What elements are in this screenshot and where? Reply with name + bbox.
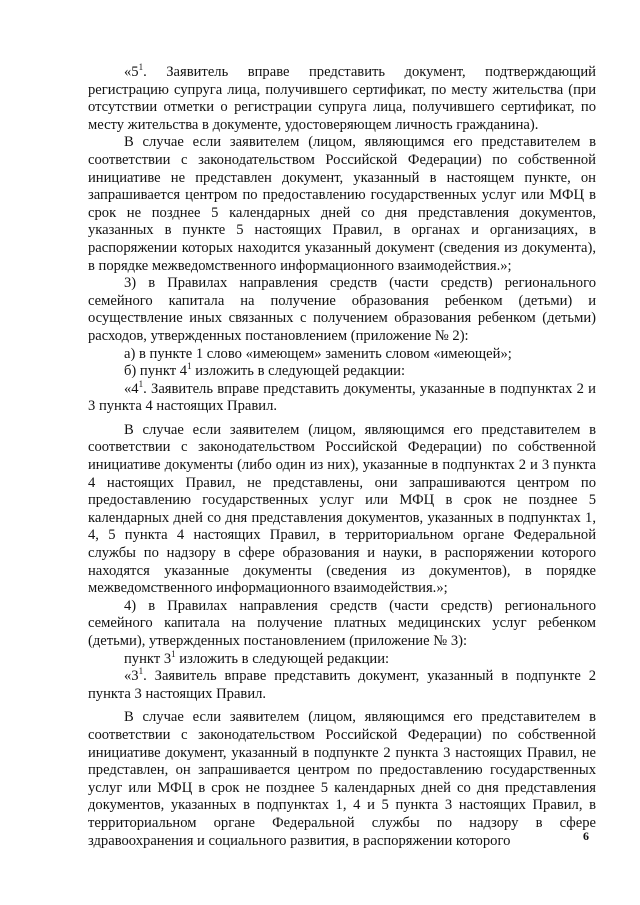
paragraph-subitem-b: б) пункт $4^1$ изложить в следующей редакции: [124, 361, 406, 380]
paragraph-item-3: 3) в Правилах направления средств (части средств) регионального семейного капитала на получение образования ребенком (детьми) и осуществление иных связанных с получением образования ребенком (детьми) расходов, утвержденных постановлением (приложение № 2): [88, 275, 596, 344]
paragraph-3-1: «$3^1$. Заявитель вправе представить документ, указанный в подпункте 2 пункта 3 настоящих Правил. [88, 666, 596, 702]
paragraph-4-1: «$4^1$. Заявитель вправе представить документы, указанные в подпунктах 2 и 3 пункта 4 настоящих Правил. [88, 378, 596, 415]
document-body [88, 64, 596, 850]
paragraph-5-1-request: В случае если заявителем (лицом, являющимся его представителем в соответствии с законодательством Российской Федерации) по собственной инициативе не представлен документ, указанный в настоящем пункте, он запрашивается центром по предоставлению государственных услуг или МФЦ в срок не позднее 5 календарных дней со дня представления документов, указанных в пункте 5 настоящих Правил, в органах и организациях, в распоряжении которых находится указанный документ (сведения из документа), в порядке межведомственного информационного взаимодействия.»; [88, 134, 596, 274]
page-number: 6 [583, 829, 589, 843]
paragraph-subitem-a: а) в пункте 1 слово «имеющем» заменить словом «имеющей»; [124, 345, 512, 362]
paragraph-item-4: 4) в Правилах направления средств (части средств) регионального семейного капитала на получение платных медицинских услуг ребенком (детьми), утвержденных постановлением (приложение № 3): [88, 597, 596, 649]
paragraph-5-1: «$5^1$. Заявитель вправе представить документ, подтверждающий регистрацию супруга лица, получившего сертификат, по месту жительства (при отсутствии отметки о регистрации супруга лица, получившего сертификат, по месту жительства в документе, удостоверяющем личность гражданина). [88, 62, 596, 133]
paragraph-4-1-request: В случае если заявителем (лицом, являющимся его представителем в соответствии с законодательством Российской Федерации) по собственной инициативе документы (либо один из них), указанные в подпунктах 2 и 3 пункта 4 настоящих Правил, не представлены, они запрашиваются центром по предоставлению государственных услуг или МФЦ в срок не позднее 5 календарных дней со дня представления документов, указанных в подпунктах 1, 4, 5 пункта 4 настоящих Правил, в территориальном органе Федеральной службы по надзору в сфере образования и науки, в распоряжении которого находятся указанные документы (сведения из документов), в порядке межведомственного информационного взаимодействия.»; [88, 421, 596, 597]
paragraph-3-1-request: В случае если заявителем (лицом, являющимся его представителем в соответствии с законодательством Российской Федерации) по собственной инициативе документ, указанный в подпункте 2 пункта 3 настоящих Правил, не представлен, он запрашивается центром по предоставлению государственных услуг или МФЦ в срок не позднее 5 календарных дней со дня представления документов, указанных в подпунктах 1, 4 и 5 пункта 3 настоящих Правил, в территориальном органе Федеральной службы по надзору в сфере здравоохранения и социального развития, в распоряжении которого [88, 709, 596, 849]
paragraph-3-1-intro: пункт $3^1$ изложить в следующей редакции: [124, 648, 390, 667]
